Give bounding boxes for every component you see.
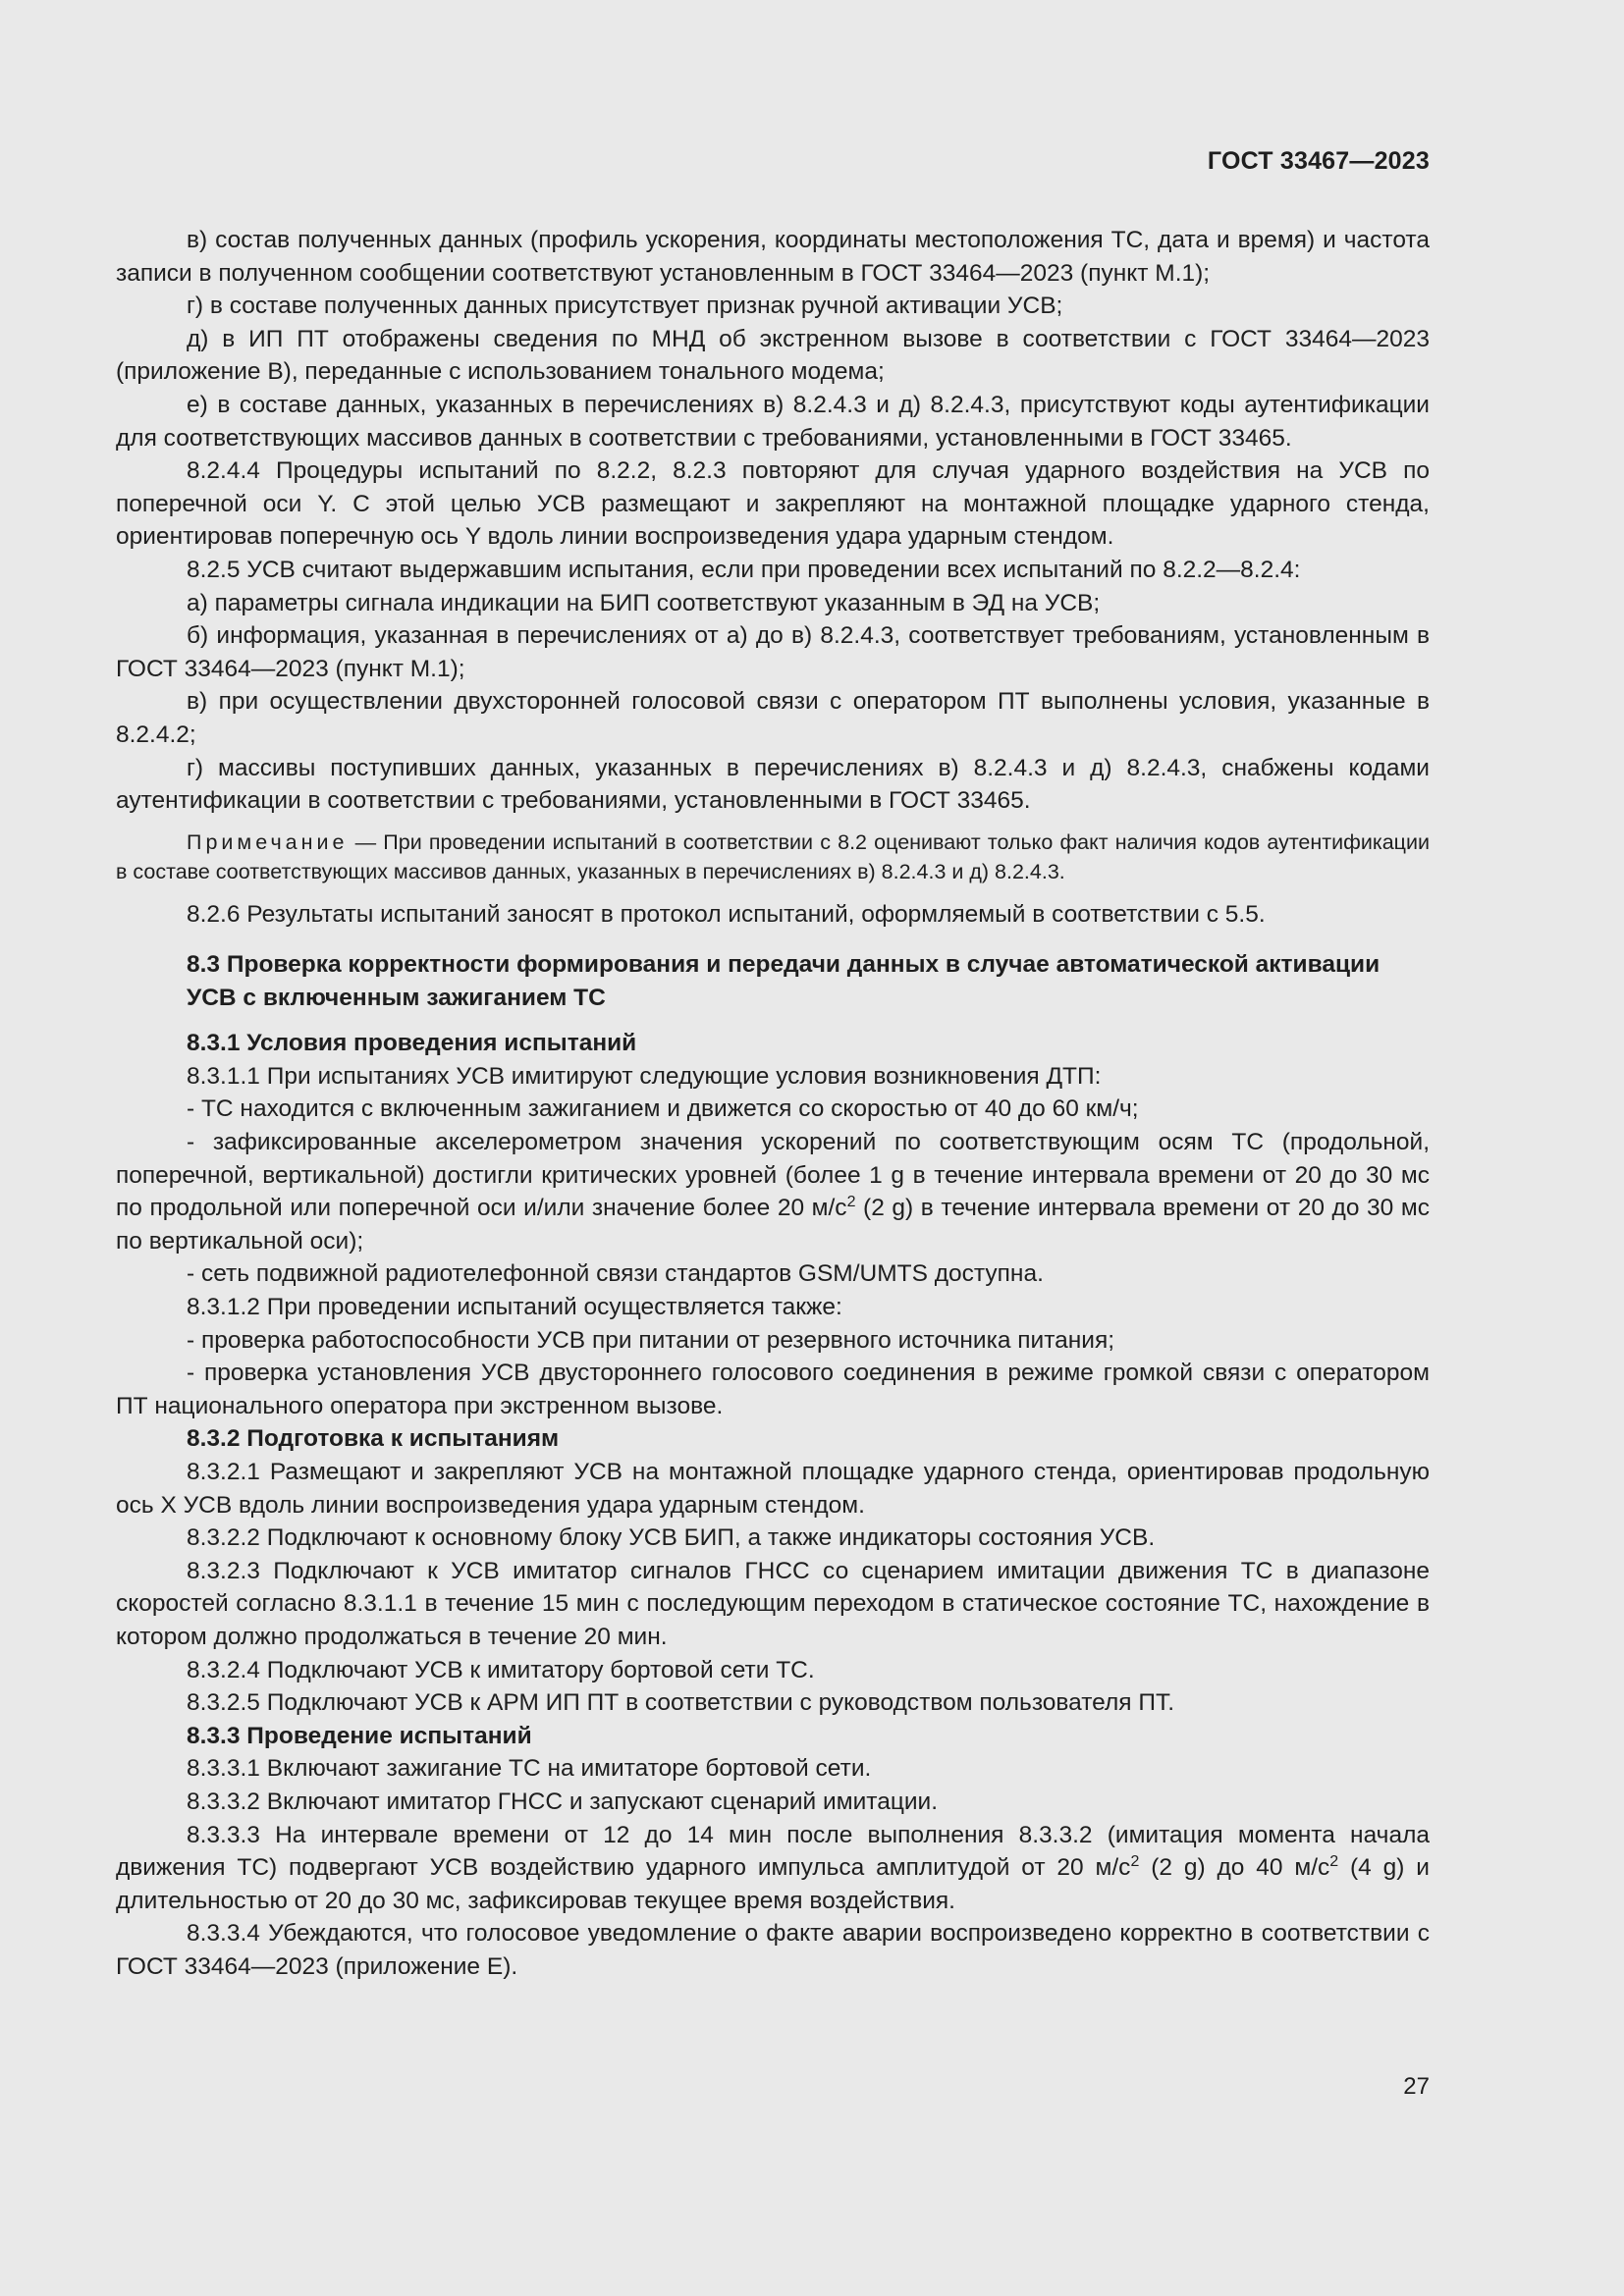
list-item-8-2-5-v: в) при осуществлении двухсторонней голосовой связи с оператором ПТ выполнены условия, указанные в 8.2.4.2; — [116, 688, 1430, 748]
paragraph-text: (4 g) и длительностью от 20 до 30 мс, зафиксировав текущее время воздействия. — [116, 1854, 1430, 1914]
paragraph-8-3-2-5: 8.3.2.5 Подключают УСВ к АРМ ИП ПТ в соответствии с руководством пользователя ПТ. — [187, 1689, 1175, 1717]
bullet-item: - проверка работоспособности УСВ при питании от резервного источника питания; — [187, 1326, 1115, 1354]
paragraph-8-3-2-2: 8.3.2.2 Подключают к основному блоку УСВ БИП, а также индикаторы состояния УСВ. — [187, 1524, 1156, 1552]
subsection-heading-8-3-1: 8.3.1 Условия проведения испытаний — [187, 1030, 637, 1057]
paragraph-8-3-2-1: 8.3.2.1 Размещают и закрепляют УСВ на монтажной площадке ударного стенда, ориентировав продольную ось X УСВ вдоль линии воспроизведения удара ударным стендом. — [116, 1459, 1430, 1519]
list-item-8-2-5-b: б) информация, указанная в перечислениях от а) до в) 8.2.4.3, соответствует требованиям, установленным в ГОСТ 33464—2023 (пункт М.1); — [116, 622, 1430, 682]
bullet-text: (2 g) в течение интервала времени от 20 до 30 мс по вертикальной оси); — [116, 1195, 1430, 1255]
paragraph-8-3-1-2: 8.3.1.2 При проведении испытаний осуществляется также: — [187, 1294, 842, 1321]
superscript: 2 — [1130, 1853, 1140, 1871]
superscript: 2 — [1329, 1853, 1339, 1871]
paragraph-8-2-6: 8.2.6 Результаты испытаний заносят в протокол испытаний, оформляемый в соответствии с 5.5. — [187, 900, 1266, 928]
list-item-d: д) в ИП ПТ отображены сведения по МНД об экстренном вызове в соответствии с ГОСТ 33464—2023 (приложение В), переданные с использованием тонального модема; — [116, 325, 1430, 386]
bullet-item: - ТС находится с включенным зажиганием и движется со скоростью от 40 до 60 км/ч; — [187, 1095, 1139, 1123]
bullet-item-accelerations — [116, 1126, 1430, 1257]
document-id-header: ГОСТ 33467—2023 — [1207, 147, 1430, 175]
list-item-e: е) в составе данных, указанных в перечислениях в) 8.2.4.3 и д) 8.2.4.3, присутствуют коды аутентификации для соответствующих массивов данных в соответствии с требованиями, установленными в ГОСТ 33465. — [116, 391, 1430, 452]
paragraph-8-3-2-3: 8.3.2.3 Подключают к УСВ имитатор сигналов ГНСС со сценарием имитации движения ТС в диапазоне скоростей согласно 8.3.1.1 в течение 15 мин с последующим переходом в статическое состояние ТС, нахождение в котором должно продолжаться в течение 20 мин. — [116, 1557, 1430, 1650]
section-heading-8-3: 8.3 Проверка корректности формирования и передачи данных в случае автоматической активации УСВ с включенным зажиганием ТС — [187, 951, 1380, 1012]
bullet-text: - зафиксированные акселерометром значения ускорений по соответствующим осям ТС (продольной, поперечной, вертикальной) достигли критических уровней (более 1 g в течение интервала времени от 20 до 30 мс по продольной или поперечной оси и/или значение более 20 м/с — [116, 1129, 1430, 1222]
paragraph-8-3-3-4: 8.3.3.4 Убеждаются, что голосовое уведомление о факте аварии воспроизведено корректно в соответствии с ГОСТ 33464—2023 (приложение Е). — [116, 1920, 1430, 1980]
paragraph-8-3-3-2: 8.3.3.2 Включают имитатор ГНСС и запускают сценарий имитации. — [187, 1788, 939, 1815]
note — [116, 828, 1430, 886]
list-item-8-2-5-g: г) массивы поступивших данных, указанных в перечислениях в) 8.2.4.3 и д) 8.2.4.3, снабжены кодами аутентификации в соответствии с требованиями, установленными в ГОСТ 33465. — [116, 754, 1430, 815]
paragraph-8-3-1-1: 8.3.1.1 При испытаниях УСВ имитируют следующие условия возникновения ДТП: — [187, 1062, 1102, 1090]
list-item-8-2-5-a: а) параметры сигнала индикации на БИП соответствуют указанным в ЭД на УСВ; — [187, 589, 1101, 616]
paragraph-8-2-5: 8.2.5 УСВ считают выдержавшим испытания, если при проведении всех испытаний по 8.2.2—8.2.4: — [187, 556, 1301, 583]
bullet-item: - сеть подвижной радиотелефонной связи стандартов GSM/UMTS доступна. — [187, 1260, 1044, 1288]
paragraph-8-3-3-3 — [116, 1819, 1430, 1918]
paragraph-text: (2 g) до 40 м/с — [1139, 1854, 1330, 1882]
list-item-v: в) состав полученных данных (профиль ускорения, координаты местоположения ТС, дата и время) и частота записи в полученном сообщении соответствуют установленным в ГОСТ 33464—2023 (пункт М.1); — [116, 227, 1430, 287]
subsection-heading-8-3-3: 8.3.3 Проведение испытаний — [187, 1722, 532, 1749]
note-text: — При проведении испытаний в соответствии с 8.2 оценивают только факт наличия кодов аутентификации в составе соответствующих массивов данных, указанных в перечислениях в) 8.2.4.3 и д) 8.2.4.3. — [116, 829, 1430, 883]
page-number: 27 — [1403, 2073, 1430, 2100]
bullet-item: - проверка установления УСВ двустороннего голосового соединения в режиме громкой связи с оператором ПТ национального оператора при экстренном вызове. — [116, 1360, 1430, 1419]
paragraph-8-3-3-1: 8.3.3.1 Включают зажигание ТС на имитаторе бортовой сети. — [187, 1755, 872, 1783]
document-body — [116, 224, 1430, 1984]
paragraph-text: 8.3.3.3 На интервале времени от 12 до 14 мин после выполнения 8.3.3.2 (имитация момента начала движения ТС) подвергают УСВ воздействию ударного импульса амплитудой от 20 м/с — [116, 1821, 1430, 1882]
note-label: Примечание — [187, 829, 349, 854]
paragraph-8-3-2-4: 8.3.2.4 Подключают УСВ к имитатору бортовой сети ТС. — [187, 1656, 815, 1683]
superscript: 2 — [846, 1194, 856, 1211]
paragraph-8-2-4-4: 8.2.4.4 Процедуры испытаний по 8.2.2, 8.2.3 повторяют для случая ударного воздействия на УСВ по поперечной оси Y. С этой целью УСВ размещают и закрепляют на монтажной площадке ударного стенда, ориентировав поперечную ось Y вдоль линии воспроизведения удара ударным стендом. — [116, 457, 1430, 551]
list-item-g: г) в составе полученных данных присутствует признак ручной активации УСВ; — [187, 293, 1063, 320]
subsection-heading-8-3-2: 8.3.2 Подготовка к испытаниям — [187, 1425, 560, 1453]
